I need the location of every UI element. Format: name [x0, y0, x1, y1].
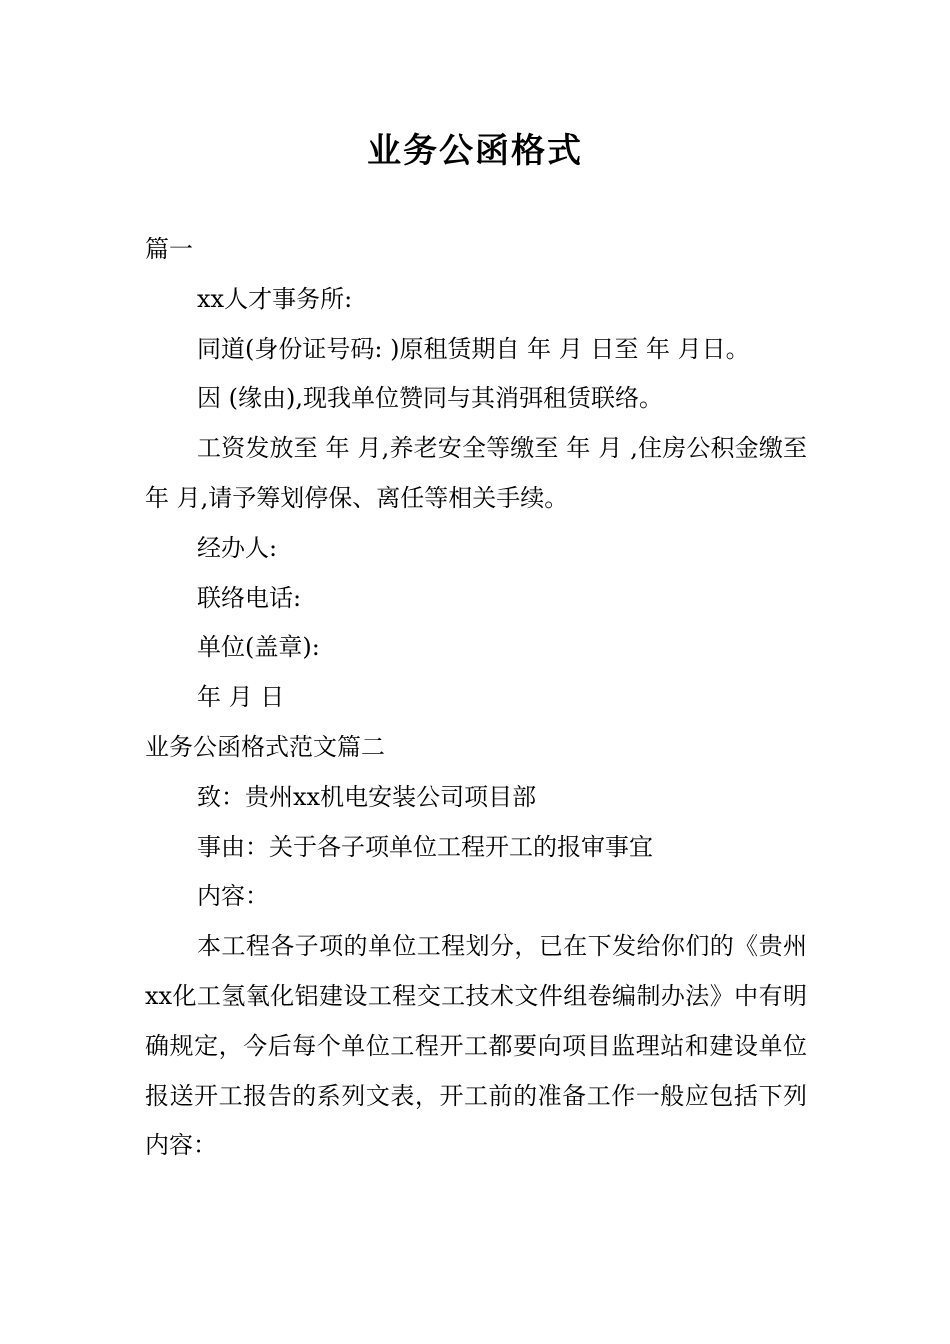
phone-line: 联络电话: [197, 583, 302, 612]
paragraph-reason: 因 (缘由),现我单位赞同与其消弭租赁联络。 [197, 384, 663, 413]
content-label: 内容： [197, 882, 269, 911]
subject-line: 事由：关于各子项单位工程开工的报审事宜 [197, 832, 653, 861]
seal-line: 单位(盖章): [197, 633, 320, 662]
paragraph-payments: 工资发放至 年 月,养老安全等缴至 年 月 ,住房公积金缴至 年 月,请予筹划停保、离任等相关手续。 [145, 434, 807, 512]
addressee: xx人才事务所: [197, 284, 353, 313]
section-heading-1: 篇一 [145, 235, 193, 263]
paragraph-content: 本工程各子项的单位工程划分，已在下发给你们的《贵州xx化工氢氧化铝建设工程交工技术文件组卷编制办法》中有明确规定，今后每个单位工程开工都要向项目监理站和建设单位报送开工报告的系列文表，开工前的准备工作一般应包括下列内容： [145, 932, 807, 1160]
document-title: 业务公函格式 [367, 131, 583, 171]
section-heading-2: 业务公函格式范文篇二 [145, 732, 385, 761]
document-body [145, 225, 807, 1171]
paragraph-lease-period: 同道(身份证号码: )原租赁期自 年 月 日至 年 月日。 [197, 334, 750, 363]
date-line: 年 月 日 [197, 683, 285, 712]
handler-line: 经办人: [197, 533, 278, 562]
recipient-line: 致：贵州xx机电安装公司项目部 [197, 782, 537, 811]
